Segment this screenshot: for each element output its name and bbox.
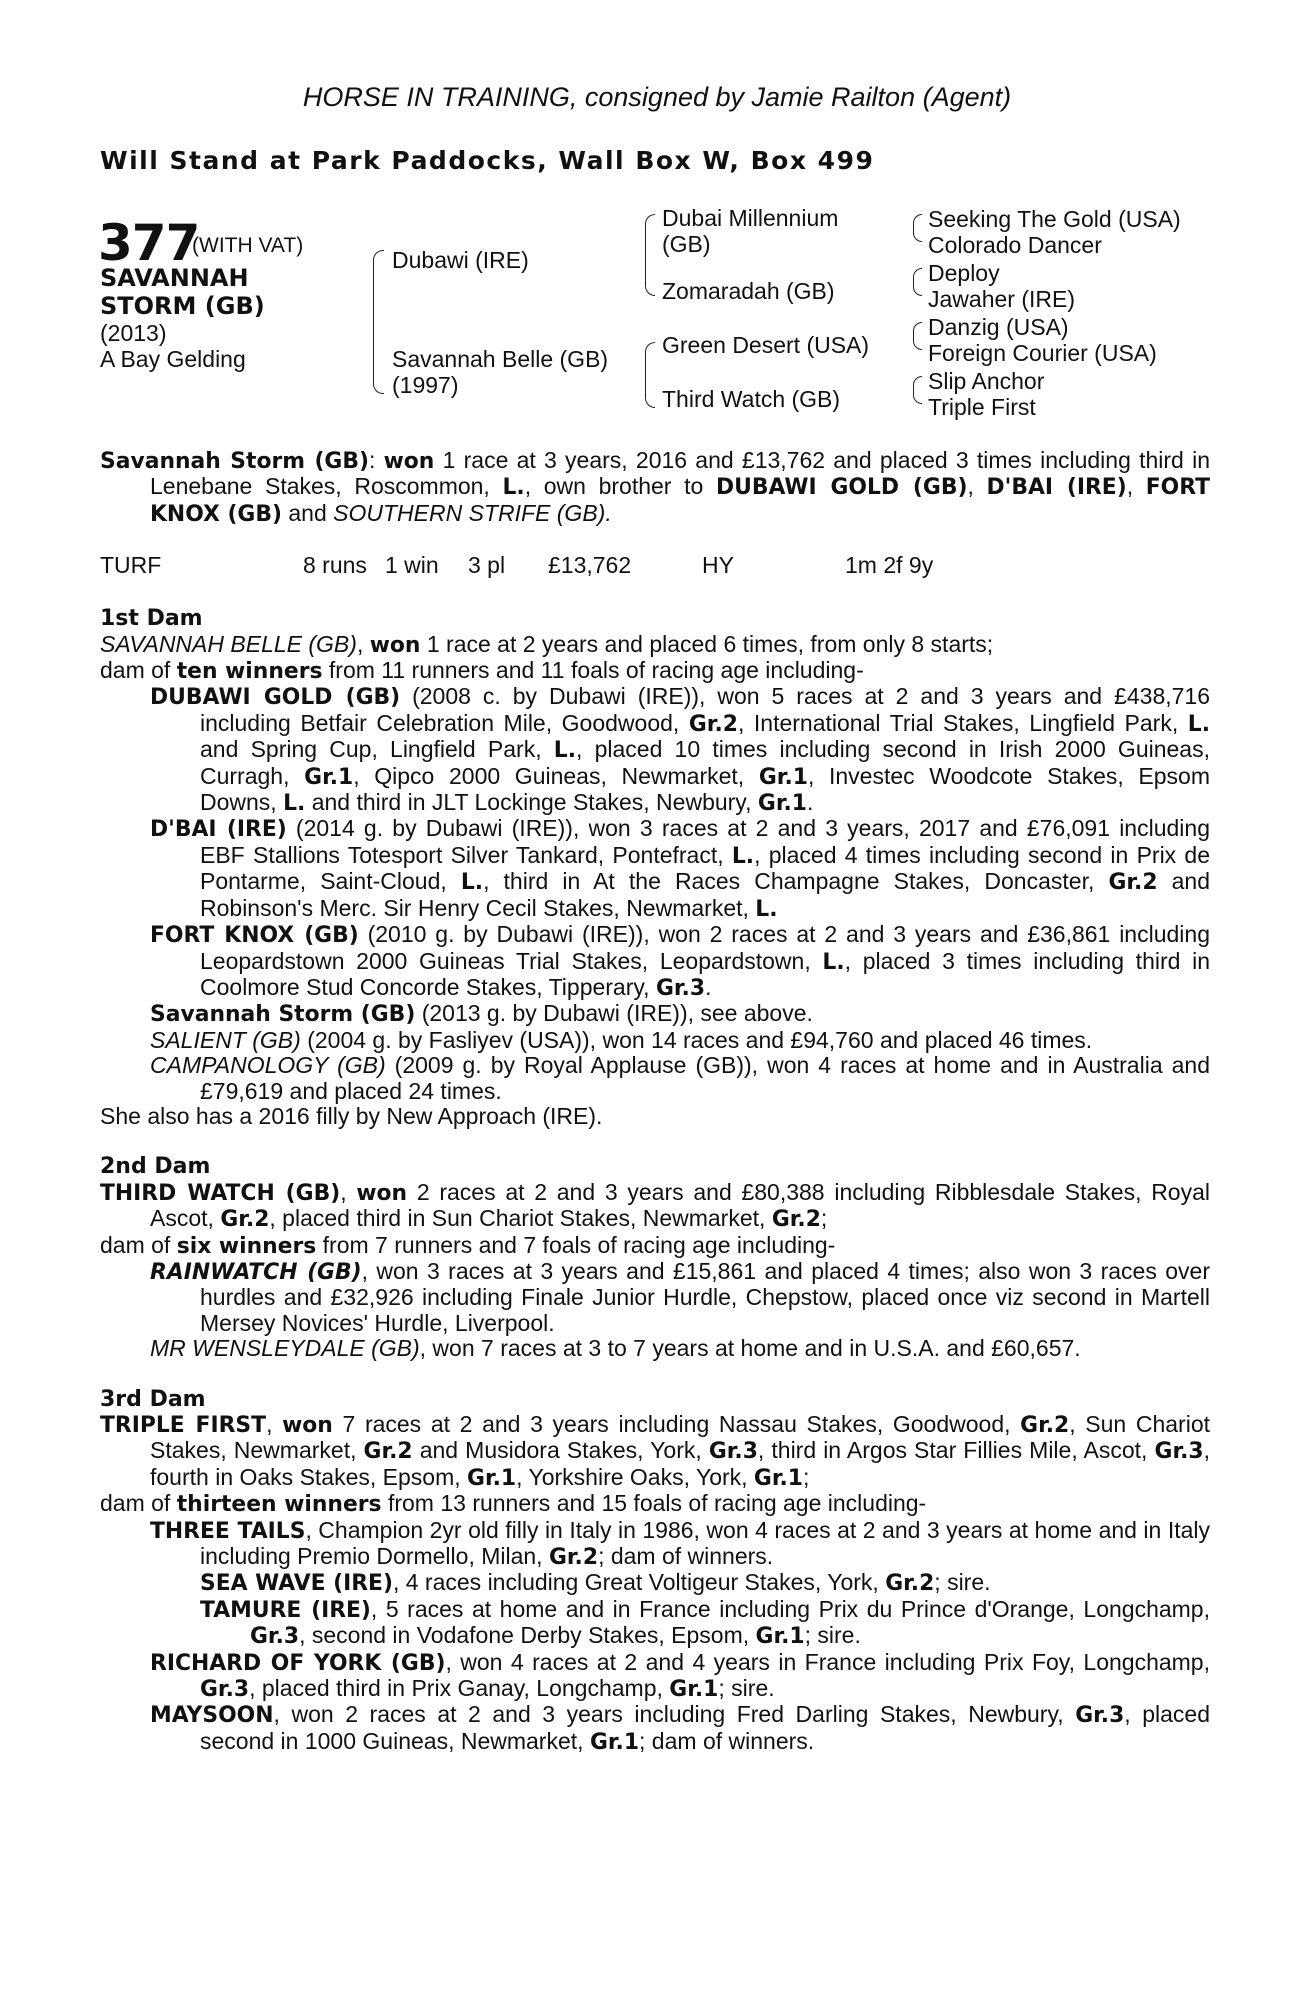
progeny-campanology: CAMPANOLOGY (GB) (2009 g. by Royal Applause (GB)), won 4 races at home and in Australia and £79,619 and placed 24 times. <box>150 1052 1211 1104</box>
third-dam-heading: 3rd Dam <box>100 1386 206 1412</box>
horse-name-line1: SAVANNAH <box>100 264 249 292</box>
progeny-sea-wave: SEA WAVE (IRE), 4 races including Great Voltigeur Stakes, York, Gr.2; sire. <box>200 1569 991 1597</box>
horse-name <box>100 264 265 320</box>
progeny-salient: SALIENT (GB) (2004 g. by Fasliyev (USA)), won 14 races and £94,760 and placed 46 times. <box>150 1026 1093 1053</box>
bracket-gen3-3 <box>913 322 922 350</box>
progeny-three-tails: THREE TAILS, Champion 2yr old filly in Italy in 1986, won 4 races at 2 and 3 years at home and in Italy including Premio Dormello, Milan, Gr.2; dam of winners. <box>150 1516 1210 1571</box>
progeny-tamure: TAMURE (IRE), 5 races at home and in France including Prix du Prince d'Orange, Longchamp, Gr.3, second in Vodafone Derby Stakes, Epsom, Gr.1; sire. <box>200 1595 1210 1650</box>
race-summary: Savannah Storm (GB): won 1 race at 3 years, 2016 and £13,762 and placed 3 times including third in Lenebane Stakes, Roscommon, L., own brother to DUBAWI GOLD (GB), D'BAI (IRE), FORT KNOX (GB) and SOUTHERN STRIFE (GB). <box>100 447 1210 527</box>
horse-name-line2: STORM (GB) <box>100 292 265 320</box>
dam-dam-name: Third Watch (GB) <box>662 386 841 412</box>
bracket-gen1 <box>373 250 384 394</box>
progeny-dbai: D'BAI (IRE) (2014 g. by Dubawi (IRE)), won 3 races at 2 and 3 years, 2017 and £76,091 including EBF Stallions Totesport Silver Tankard, Pontefract, L., placed 4 times including second in Prix de Pontarme, Saint-Cloud, L., third in At the Races Champagne Stakes, Doncaster, Gr.2 and Robinson's Merc. Sir Henry Cecil Stakes, Newmarket, L. <box>150 815 1211 922</box>
sire-dam-name: Zomaradah (GB) <box>662 278 835 304</box>
turf-record <box>100 553 1210 581</box>
bracket-gen3-2 <box>913 268 922 296</box>
ds-dam: Foreign Courier (USA) <box>928 340 1157 366</box>
turf-earnings: £13,762 <box>548 552 632 579</box>
dam-year: (1997) <box>392 372 459 398</box>
progeny-dubawi-gold: DUBAWI GOLD (GB) (2008 c. by Dubawi (IRE)), won 5 races at 2 and 3 years and £438,716 including Betfair Celebration Mile, Goodwood, Gr.2, International Trial Stakes, Lingfield Park, L. and Spring Cup, Lingfield Park, L., placed 10 times including second in Irish 2000 Guineas, Curragh, Gr.1, Qipco 2000 Guineas, Newmarket, Gr.1, Investec Woodcote Stakes, Epsom Downs, L. and third in JLT Lockinge Stakes, Newbury, Gr.1. <box>150 683 1211 817</box>
bracket-gen2-sire <box>645 214 655 296</box>
dam-sire-name: Green Desert (USA) <box>662 332 870 358</box>
progeny-fort-knox: FORT KNOX (GB) (2010 g. by Dubawi (IRE)), won 2 races at 2 and 3 years and £36,861 including Leopardstown 2000 Guineas Trial Stakes, Leopardstown, L., placed 3 times including third in Coolmore Stud Concorde Stakes, Tipperary, Gr.3. <box>150 921 1211 1001</box>
first-dam-intro: SAVANNAH BELLE (GB), won 1 race at 2 years and placed 6 times, from only 8 starts; <box>100 630 994 658</box>
sd-dam: Jawaher (IRE) <box>928 286 1075 312</box>
turf-distance: 1m 2f 9y <box>845 552 934 579</box>
bracket-gen3-4 <box>913 376 922 404</box>
first-dam-filly: She also has a 2016 filly by New Approach (IRE). <box>100 1102 603 1129</box>
second-dam-heading: 2nd Dam <box>100 1154 211 1180</box>
sire-sire-origin: (GB) <box>662 231 711 257</box>
turf-placed: 3 pl <box>468 552 506 579</box>
bracket-gen2-dam <box>645 342 655 408</box>
second-dam-produce: dam of six winners from 7 runners and 7 foals of racing age including- <box>100 1231 836 1259</box>
turf-wins: 1 win <box>385 552 439 579</box>
sire-name: Dubawi (IRE) <box>392 247 529 273</box>
third-dam-intro: TRIPLE FIRST, won 7 races at 2 and 3 years including Nassau Stakes, Goodwood, Gr.2, Sun Chariot Stakes, Newmarket, Gr.2 and Musidora Stakes, York, Gr.3, third in Argos Star Fillies Mile, Ascot, Gr.3, fourth in Oaks Stakes, Epsom, Gr.1, Yorkshire Oaks, York, Gr.1; <box>100 1411 1210 1491</box>
horse-year: (2013) <box>100 320 167 346</box>
ss-sire: Seeking The Gold (USA) <box>928 206 1181 232</box>
dd-dam: Triple First <box>928 394 1036 420</box>
catalogue-content <box>100 448 1210 1755</box>
horse-description: A Bay Gelding <box>100 346 246 372</box>
turf-going: HY <box>702 552 734 579</box>
vat-label: (WITH VAT) <box>192 234 304 257</box>
pedigree-block <box>0 200 1314 440</box>
third-dam-produce: dam of thirteen winners from 13 runners and 15 foals of racing age including- <box>100 1490 927 1518</box>
lot-number: 377 <box>98 214 200 272</box>
dam-name: Savannah Belle (GB) <box>392 346 609 372</box>
progeny-savannah-storm: Savannah Storm (GB) (2013 g. by Dubawi (IRE)), see above. <box>150 1000 813 1028</box>
stand-location: Will Stand at Park Paddocks, Wall Box W, Box 499 <box>100 146 875 175</box>
dd-sire: Slip Anchor <box>928 368 1045 394</box>
progeny-maysoon: MAYSOON, won 2 races at 2 and 3 years including Fred Darling Stakes, Newbury, Gr.3, placed second in 1000 Guineas, Newmarket, Gr.1; dam of winners. <box>150 1701 1211 1755</box>
turf-runs: 8 runs <box>303 552 367 579</box>
ss-dam: Colorado Dancer <box>928 232 1102 258</box>
summary-won: won <box>383 449 435 474</box>
progeny-rainwatch: RAINWATCH (GB), won 3 races at 3 years and £15,861 and placed 4 times; also won 3 races over hurdles and £32,926 including Finale Junior Hurdle, Chepstow, placed once viz second in Martell Mersey Novices' Hurdle, Liverpool. <box>150 1257 1210 1336</box>
progeny-richard-of-york: RICHARD OF YORK (GB), won 4 races at 2 and 4 years in France including Prix Foy, Longchamp, Gr.3, placed third in Prix Ganay, Longchamp, Gr.1; sire. <box>150 1648 1210 1703</box>
first-dam-produce: dam of ten winners from 11 runners and 11 foals of racing age including- <box>100 657 864 685</box>
sd-sire: Deploy <box>928 260 1000 286</box>
ds-sire: Danzig (USA) <box>928 314 1069 340</box>
consignment-line: HORSE IN TRAINING, consigned by Jamie Railton (Agent) <box>302 82 1012 112</box>
second-dam-intro: THIRD WATCH (GB), won 2 races at 2 and 3 years and £80,388 including Ribblesdale Stakes, Royal Ascot, Gr.2, placed third in Sun Chariot Stakes, Newmarket, Gr.2; <box>100 1178 1210 1233</box>
sire-sire-name: Dubai Millennium <box>662 205 839 231</box>
progeny-mr-wensleydale: MR WENSLEYDALE (GB), won 7 races at 3 to 7 years at home and in U.S.A. and £60,657. <box>150 1335 1081 1362</box>
turf-surface: TURF <box>100 552 162 579</box>
summary-horse-name: Savannah Storm (GB) <box>100 449 369 474</box>
bracket-gen3-1 <box>913 214 922 242</box>
first-dam-heading: 1st Dam <box>100 606 203 632</box>
